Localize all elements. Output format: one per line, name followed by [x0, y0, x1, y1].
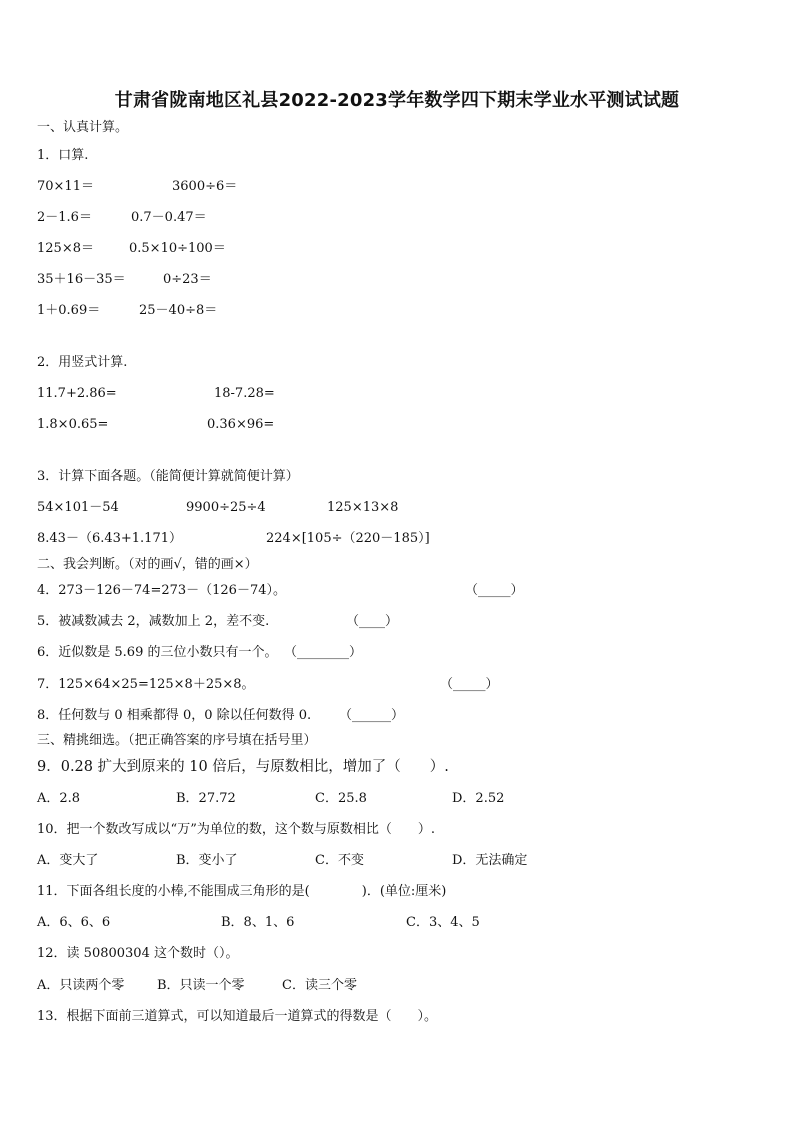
- calc-item: 8.43－（6.43+1.171）: [37, 531, 182, 546]
- mental-math-item: 0÷23＝: [163, 272, 212, 287]
- option-a[interactable]: A．只读两个零: [37, 978, 125, 993]
- page-title: 甘肃省陇南地区礼县2022-2023学年数学四下期末学业水平测试试题: [114, 90, 680, 111]
- answer-blank[interactable]: （______）: [339, 708, 405, 723]
- calc-item: 125×13×8: [327, 500, 399, 515]
- mental-math-item: 0.5×10÷100＝: [129, 241, 226, 256]
- mental-math-item: 35＋16－35＝: [37, 272, 126, 287]
- option-a[interactable]: A．变大了: [37, 853, 99, 868]
- calc-item: 9900÷25÷4: [186, 500, 266, 515]
- choice-question-13: 13．根据下面前三道算式，可以知道最后一道算式的得数是（ ）。: [37, 1009, 438, 1024]
- option-b[interactable]: B．27.72: [176, 791, 236, 806]
- judge-question-4: 4．273－126－74=273－（126－74）。: [37, 583, 286, 598]
- vertical-calc-item: 0.36×96=: [207, 417, 275, 432]
- option-c[interactable]: C．不变: [315, 853, 364, 868]
- option-b[interactable]: B．只读一个零: [157, 978, 245, 993]
- question-3-label: 3．计算下面各题。（能简便计算就简便计算）: [37, 469, 299, 484]
- mental-math-item: 1＋0.69＝: [37, 303, 101, 318]
- calc-item: 224×[105÷（220－185）]: [266, 531, 430, 546]
- option-b[interactable]: B．8、1、6: [221, 915, 295, 930]
- mental-math-item: 70×11＝: [37, 179, 94, 194]
- option-c[interactable]: C．25.8: [315, 791, 367, 806]
- answer-blank[interactable]: （_____）: [440, 677, 499, 692]
- section-1-heading: 一、认真计算。: [37, 120, 129, 135]
- answer-blank[interactable]: （_____）: [465, 583, 524, 598]
- option-c[interactable]: C．3、4、5: [406, 915, 480, 930]
- vertical-calc-item: 18-7.28=: [214, 386, 275, 401]
- vertical-calc-item: 11.7+2.86=: [37, 386, 117, 401]
- judge-question-5: 5．被减数减去 2，减数加上 2，差不变.: [37, 614, 270, 629]
- choice-question-10: 10．把一个数改写成以“万”为单位的数，这个数与原数相比（ ）.: [37, 822, 435, 837]
- mental-math-item: 2－1.6＝: [37, 210, 92, 225]
- mental-math-item: 0.7－0.47＝: [131, 210, 207, 225]
- choice-question-12: 12．读 50800304 这个数时（）。: [37, 946, 239, 961]
- choice-question-11: 11．下面各组长度的小棒,不能围成三角形的是( )．(单位:厘米): [37, 884, 447, 899]
- judge-question-8: 8．任何数与 0 相乘都得 0，0 除以任何数得 0.: [37, 708, 312, 723]
- question-2-label: 2．用竖式计算.: [37, 355, 128, 370]
- option-d[interactable]: D．2.52: [452, 791, 505, 806]
- mental-math-item: 25－40÷8＝: [139, 303, 218, 318]
- judge-question-7: 7．125×64×25=125×8＋25×8。: [37, 677, 255, 692]
- mental-math-item: 125×8＝: [37, 241, 94, 256]
- answer-blank[interactable]: （____）: [346, 614, 399, 629]
- question-1-label: 1．口算.: [37, 148, 89, 163]
- option-b[interactable]: B．变小了: [176, 853, 238, 868]
- calc-item: 54×101－54: [37, 500, 119, 515]
- option-c[interactable]: C．读三个零: [282, 978, 357, 993]
- vertical-calc-item: 1.8×0.65=: [37, 417, 109, 432]
- section-2-heading: 二、我会判断。（对的画√，错的画×）: [37, 557, 258, 572]
- answer-blank[interactable]: （________）: [284, 645, 363, 660]
- choice-question-9: 9．0.28 扩大到原来的 10 倍后，与原数相比，增加了（ ）.: [37, 759, 449, 775]
- option-a[interactable]: A．6、6、6: [37, 915, 111, 930]
- option-d[interactable]: D．无法确定: [452, 853, 528, 868]
- judge-question-6: 6．近似数是 5.69 的三位小数只有一个。: [37, 645, 278, 660]
- option-a[interactable]: A．2.8: [37, 791, 81, 806]
- mental-math-item: 3600÷6＝: [172, 179, 238, 194]
- section-3-heading: 三、精挑细选。（把正确答案的序号填在括号里）: [37, 733, 317, 748]
